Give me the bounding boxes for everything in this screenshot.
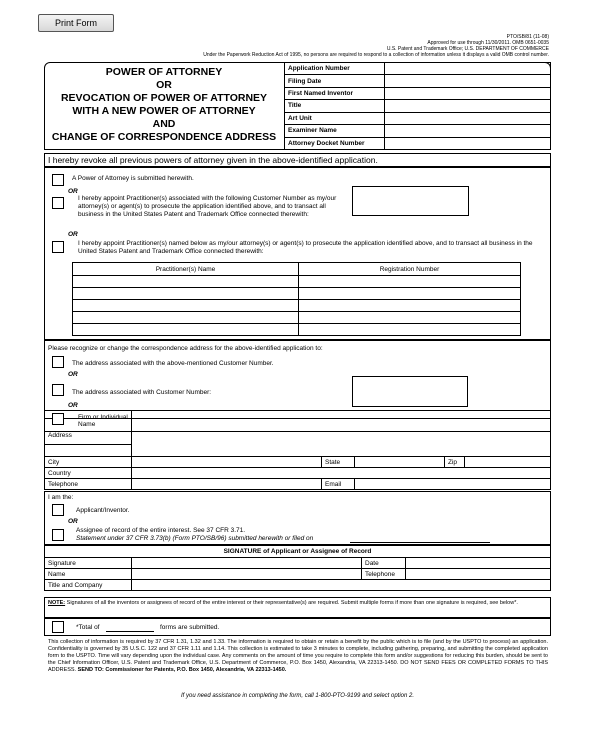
correspondence-intro: Please recognize or change the correspondence address for the above-identified application to:: [48, 345, 323, 352]
approval-text: Approved for use through 11/30/2011. OMB 0651-0035: [427, 40, 549, 46]
total-forms-label: *Total of: [76, 624, 100, 631]
practitioner-name-cell[interactable]: [73, 324, 299, 336]
signature-grid: [44, 545, 551, 591]
i-am-label: I am the:: [48, 494, 74, 501]
assistance-text: If you need assistance in completing the form, call 1-800-PTO-9199 and select option 2.: [180, 693, 415, 699]
applicant-text: Applicant/Inventor.: [76, 507, 130, 514]
poa-practitioners-checkbox[interactable]: [52, 241, 64, 253]
or-label: OR: [68, 518, 78, 525]
revocation-text: I hereby revoke all previous powers of attorney given in the above-identified application.: [48, 155, 378, 165]
poa-customer-text: I hereby appoint Practitioner(s) associated with the following Customer Number as my/our attorney(s) or agent(s) to prosecute the application identified above, and to transact all business in the United States Patent and Trademark Office connected therewith:: [78, 195, 337, 218]
form-title: POWER OF ATTORNEY OR REVOCATION OF POWER OF ATTORNEY WITH A NEW POWER OF ATTORNEY AND CHANGE OF CORRESPONDENCE ADDRESS: [51, 66, 277, 143]
form-id: PTO/SB/81 (11-08): [506, 34, 549, 40]
examiner-name-input[interactable]: [385, 125, 551, 137]
total-forms-input[interactable]: [106, 631, 154, 632]
practitioner-name-header: Practitioner(s) Name: [73, 263, 299, 276]
email-input[interactable]: [355, 479, 551, 490]
application-number-label: Application Number: [285, 63, 385, 75]
address-input[interactable]: [132, 432, 551, 457]
registration-number-cell[interactable]: [299, 312, 521, 324]
date-input[interactable]: [406, 558, 551, 569]
email-label: Email: [322, 479, 355, 490]
registration-number-cell[interactable]: [299, 276, 521, 288]
title-company-input[interactable]: [132, 580, 551, 591]
state-label: State: [322, 457, 355, 468]
art-unit-input[interactable]: [385, 112, 551, 124]
print-form-button[interactable]: Print Form: [38, 14, 114, 32]
state-input[interactable]: [355, 457, 445, 468]
firm-label: Firm or Individual Name: [45, 411, 132, 432]
art-unit-label: Art Unit: [285, 112, 385, 124]
practitioner-name-cell[interactable]: [73, 312, 299, 324]
poa-submitted-checkbox[interactable]: [52, 174, 64, 186]
practitioner-table: [72, 262, 521, 336]
corr-other-customer-text: The address associated with Customer Number:: [72, 389, 212, 396]
registration-number-cell[interactable]: [299, 288, 521, 300]
examiner-name-label: Examiner Name: [285, 125, 385, 137]
statement-date-field[interactable]: [350, 542, 490, 543]
total-forms-row: [44, 618, 551, 636]
corr-customer-number-input[interactable]: [352, 376, 468, 407]
filing-date-input[interactable]: [385, 75, 551, 87]
corr-other-customer-checkbox[interactable]: [52, 384, 64, 396]
corr-customer-text: The address associated with the above-mentioned Customer Number.: [72, 360, 274, 367]
poa-customer-checkbox[interactable]: [52, 197, 64, 209]
note-text: [48, 600, 543, 607]
docket-number-label: Attorney Docket Number: [285, 137, 385, 149]
first-inventor-input[interactable]: [385, 87, 551, 99]
agency-text: U.S. Patent and Trademark Office; U.S. DEPARTMENT OF COMMERCE: [386, 46, 549, 52]
city-input[interactable]: [132, 457, 322, 468]
burden-statement: This collection of information is required by 37 CFR 1.31, 1.32 and 1.33. The information is required to obtain or retain a benefit by the public which is to file (and by the USPTO to process) an application. Confidentiality is governed by 35 U.S.C. 122 and 37 CFR 1.11 and 1.14. This collection is estimated to take 3 minutes to complete, including gathering, preparing, and submitting the completed application form to the USPTO. Time will vary depending upon the individual case. Any comments on the amount of time you require to complete this form and/or suggestions for reducing this burden, should be sent to the Chief Information Officer, U.S. Patent and Trademark Office, U.S. Department of Commerce, P.O. Box 1450, Alexandria, VA 22313-1450. DO NOT SEND FEES OR COMPLETED FORMS TO THIS ADDRESS. SEND TO: Commissioner for Patents, P.O. Box 1450, Alexandria, VA 22313-1450.: [48, 639, 548, 673]
title-input[interactable]: [385, 100, 551, 112]
docket-number-input[interactable]: [385, 137, 551, 149]
corr-customer-checkbox[interactable]: [52, 356, 64, 368]
registration-number-cell[interactable]: [299, 300, 521, 312]
assignee-statement-text: Statement under 37 CFR 3.73(b) (Form PTO/SB/96) submitted herewith or filed on: [76, 535, 314, 542]
sig-telephone-label: Telephone: [362, 569, 406, 580]
or-label: OR: [68, 231, 78, 238]
signature-label: Signature: [45, 558, 132, 569]
practitioner-name-cell[interactable]: [73, 276, 299, 288]
city-label: City: [45, 457, 132, 468]
name-input[interactable]: [132, 569, 362, 580]
name-label: Name: [45, 569, 132, 580]
firm-input[interactable]: [132, 411, 551, 432]
address-label: Address: [45, 432, 132, 445]
total-forms-checkbox[interactable]: [52, 621, 64, 633]
signature-heading: SIGNATURE of Applicant or Assignee of Record: [45, 546, 551, 558]
signature-input[interactable]: [132, 558, 362, 569]
title-label: Title: [285, 100, 385, 112]
send-to-text: SEND TO: Commissioner for Patents, P.O. Box 1450, Alexandria, VA 22313-1450.: [77, 667, 287, 673]
note-body: Signatures of all the inventors or assignees of record of the entire interest or their representative(s) are required. Submit multiple forms if more than one signature is required, see below*.: [66, 600, 518, 606]
or-label: OR: [68, 188, 78, 195]
assignee-checkbox[interactable]: [52, 529, 64, 541]
title-company-label: Title and Company: [45, 580, 132, 591]
telephone-input[interactable]: [132, 479, 322, 490]
address-grid: [44, 410, 551, 490]
registration-number-cell[interactable]: [299, 324, 521, 336]
registration-number-header: Registration Number: [299, 263, 521, 276]
sig-telephone-input[interactable]: [406, 569, 551, 580]
note-label: NOTE:: [48, 600, 66, 606]
application-number-input[interactable]: [385, 63, 551, 75]
country-input[interactable]: [132, 468, 551, 479]
address-label-spacer: [45, 445, 132, 457]
telephone-label: Telephone: [45, 479, 132, 490]
country-label: Country: [45, 468, 132, 479]
poa-submitted-text: A Power of Attorney is submitted herewith.: [72, 175, 194, 182]
first-inventor-label: First Named Inventor: [285, 87, 385, 99]
poa-practitioners-text: I hereby appoint Practitioner(s) named below as my/our attorney(s) or agent(s) to prosecute the application identified above, and to transact all business in the United States Patent and Trademark Office connected therewith:: [78, 240, 533, 255]
poa-customer-number-input[interactable]: [352, 186, 469, 216]
paperwork-text: Under the Paperwork Reduction Act of 1995, no persons are required to respond to a collection of information unless it displays a valid OMB control number.: [203, 52, 549, 58]
practitioner-name-cell[interactable]: [73, 288, 299, 300]
total-forms-end: forms are submitted.: [160, 624, 220, 631]
assignee-text: Assignee of record of the entire interest. See 37 CFR 3.71.: [76, 527, 246, 534]
or-label: OR: [68, 402, 78, 409]
application-fields: [284, 62, 551, 150]
practitioner-name-cell[interactable]: [73, 300, 299, 312]
zip-label: Zip: [445, 457, 465, 468]
filing-date-label: Filing Date: [285, 75, 385, 87]
zip-input[interactable]: [465, 457, 551, 468]
date-label: Date: [362, 558, 406, 569]
or-label: OR: [68, 371, 78, 378]
applicant-checkbox[interactable]: [52, 504, 64, 516]
